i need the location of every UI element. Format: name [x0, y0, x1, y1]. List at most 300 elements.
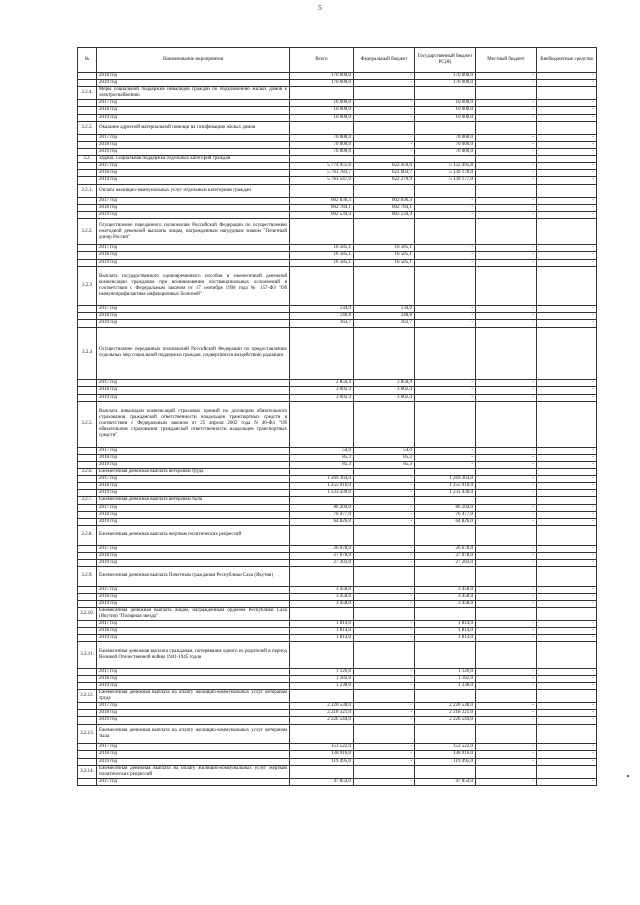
state-value: 2 226 544,0	[415, 717, 476, 724]
state-value: 2 220 538,0	[415, 703, 476, 710]
number-cell	[78, 683, 97, 690]
measure-title: Ежемесячная денежная выплата жертвам политических репрессий	[97, 525, 290, 545]
empty-cell	[415, 566, 476, 586]
total-value: 27 203,0	[290, 559, 354, 566]
measure-row	[78, 87, 597, 100]
number-cell	[78, 717, 97, 724]
measure-number: 3.2.3	[78, 266, 97, 306]
empty-cell	[537, 525, 597, 545]
local-value: -	[476, 107, 537, 114]
number-cell	[78, 380, 97, 387]
extra-value: -	[537, 778, 597, 785]
year-row	[78, 320, 597, 327]
total-value: 1 238,0	[290, 683, 354, 690]
header-local: Местный бюджет	[476, 48, 537, 73]
extra-value: -	[537, 100, 597, 107]
federal-value: -	[354, 490, 415, 497]
state-value: 5 139 177,0	[415, 177, 476, 184]
total-value: 3 002,4	[290, 394, 354, 401]
year-label: 2019 год	[97, 211, 290, 218]
measure-row	[78, 469, 597, 476]
total-value: 10 000,0	[290, 100, 354, 107]
empty-cell	[354, 87, 415, 100]
number-cell	[78, 259, 97, 266]
number-cell	[78, 320, 97, 327]
local-value: -	[476, 73, 537, 80]
year-row	[78, 163, 597, 170]
number-cell	[78, 134, 97, 141]
state-value: 3 458,0	[415, 600, 476, 607]
empty-cell	[354, 469, 415, 476]
year-row	[78, 447, 597, 454]
year-row	[78, 552, 597, 559]
year-label: 2017 год	[97, 245, 290, 252]
year-row	[78, 306, 597, 313]
year-label: 2017 год	[97, 476, 290, 483]
state-value: -	[415, 394, 476, 401]
year-label: 2019 год	[97, 635, 290, 642]
extra-value: -	[537, 586, 597, 593]
local-value: -	[476, 306, 537, 313]
local-value: -	[476, 600, 537, 607]
measure-number: 3.2.7.	[78, 497, 97, 504]
empty-cell	[415, 724, 476, 744]
measure-row	[78, 218, 597, 244]
number-cell	[78, 306, 97, 313]
extra-value: -	[537, 259, 597, 266]
extra-value: -	[537, 668, 597, 675]
year-label: 2017 год	[97, 703, 290, 710]
empty-cell	[415, 765, 476, 778]
measure-row	[78, 497, 597, 504]
state-value: 2 218 321,0	[415, 710, 476, 717]
year-label: 2018 год	[97, 387, 290, 394]
extra-value: -	[537, 744, 597, 751]
year-row	[78, 600, 597, 607]
empty-cell	[290, 156, 354, 163]
state-value: 1 233 430,0	[415, 490, 476, 497]
year-row	[78, 197, 597, 204]
empty-cell	[290, 218, 354, 244]
state-value: -	[415, 320, 476, 327]
local-value: -	[476, 380, 537, 387]
local-value: -	[476, 545, 537, 552]
number-cell	[78, 211, 97, 218]
year-label: 2019 год	[97, 717, 290, 724]
empty-cell	[537, 327, 597, 380]
federal-value: 622 270,9	[354, 177, 415, 184]
measure-title: Меры социальной поддержки инвалидов граждан по подключению жилых домов к электроснабжению	[97, 87, 290, 100]
measure-row	[78, 401, 597, 447]
year-label: 2018 год	[97, 313, 290, 320]
state-value: 1 255 916,0	[415, 483, 476, 490]
local-value: -	[476, 552, 537, 559]
local-value: -	[476, 259, 537, 266]
year-row	[78, 252, 597, 259]
empty-cell	[537, 765, 597, 778]
extra-value: -	[537, 593, 597, 600]
measure-row	[78, 184, 597, 197]
federal-value: -	[354, 586, 415, 593]
empty-cell	[415, 266, 476, 306]
year-label: 2019 год	[97, 114, 290, 121]
number-cell	[78, 504, 97, 511]
total-value: 170 000,0	[290, 80, 354, 87]
measure-number: 3.2.5.	[78, 121, 97, 134]
state-value: -	[415, 259, 476, 266]
empty-cell	[476, 266, 537, 306]
extra-value: -	[537, 518, 597, 525]
number-cell	[78, 313, 97, 320]
total-value: 602 534,4	[290, 211, 354, 218]
year-row	[78, 518, 597, 525]
year-row	[78, 107, 597, 114]
total-value: 3 458,0	[290, 600, 354, 607]
empty-cell	[476, 121, 537, 134]
local-value: -	[476, 454, 537, 461]
federal-value: 602 784,1	[354, 204, 415, 211]
year-label: 2019 год	[97, 394, 290, 401]
local-value: -	[476, 80, 537, 87]
empty-cell	[415, 87, 476, 100]
extra-value: -	[537, 134, 597, 141]
total-value: 86 204,0	[290, 504, 354, 511]
state-value: 10 000,0	[415, 100, 476, 107]
header-federal: Федеральный бюджет	[354, 48, 415, 73]
federal-value: -	[354, 621, 415, 628]
year-label: 2018 год	[97, 593, 290, 600]
empty-cell	[537, 87, 597, 100]
measure-title: Ежемесячная денежная выплата ветеранам труда	[97, 469, 290, 476]
empty-cell	[476, 525, 537, 545]
number-cell	[78, 675, 97, 682]
local-value: -	[476, 387, 537, 394]
measure-number: 3.2.9.	[78, 566, 97, 586]
measure-title: Выплата инвалидам компенсаций страховых премий по договорам обязательного страхования гражданской ответственности владельцев транспортных средств в соответствии с Федеральным законом от 25 апреля 2002 года N 40-ФЗ "Об обязательном страховании гражданской ответственности владельцев транспортных средств"	[97, 401, 290, 447]
year-row	[78, 593, 597, 600]
federal-value: 16 585,1	[354, 259, 415, 266]
empty-cell	[537, 690, 597, 703]
empty-cell	[415, 156, 476, 163]
measure-title: Ежемесячная денежная выплата на оплату жилищно-коммунальных услуг ветеранам труда	[97, 690, 290, 703]
empty-cell	[354, 525, 415, 545]
measure-title: Осуществление переданных полномочий Российской Федерации по предоставлению отдельных мер социальной поддержки граждан, подвергшихся воздействию радиации	[97, 327, 290, 380]
empty-cell	[354, 184, 415, 197]
empty-cell	[354, 566, 415, 586]
year-row	[78, 149, 597, 156]
federal-value: -	[354, 751, 415, 758]
empty-cell	[415, 469, 476, 476]
table-body	[78, 73, 597, 786]
empty-cell	[290, 327, 354, 380]
year-label: 2017 год	[97, 134, 290, 141]
extra-value: -	[537, 114, 597, 121]
year-label: 2018 год	[97, 170, 290, 177]
measure-row	[78, 121, 597, 134]
measure-row	[78, 642, 597, 668]
federal-value: 602 534,4	[354, 211, 415, 218]
year-label: 2017 год	[97, 504, 290, 511]
year-label: 2019 год	[97, 559, 290, 566]
local-value: -	[476, 511, 537, 518]
year-row	[78, 668, 597, 675]
year-label: 2017 год	[97, 545, 290, 552]
total-value: 5 761 783,7	[290, 170, 354, 177]
state-value: 1 814,0	[415, 621, 476, 628]
empty-cell	[354, 121, 415, 134]
measure-number: 3.2.6.	[78, 469, 97, 476]
local-value: -	[476, 628, 537, 635]
total-value: 1 182,0	[290, 675, 354, 682]
number-cell	[78, 621, 97, 628]
local-value: -	[476, 134, 537, 141]
number-cell	[78, 447, 97, 454]
empty-cell	[290, 607, 354, 620]
year-label: 2019 год	[97, 758, 290, 765]
state-value: 170 000,0	[415, 73, 476, 80]
header-name: Наименование мероприятия	[97, 48, 290, 73]
empty-cell	[476, 765, 537, 778]
empty-cell	[290, 401, 354, 447]
empty-cell	[476, 497, 537, 504]
total-value: 119 495,0	[290, 758, 354, 765]
year-label: 2017 год	[97, 100, 290, 107]
number-cell	[78, 758, 97, 765]
total-value: 148,8	[290, 313, 354, 320]
year-row	[78, 259, 597, 266]
federal-value: -	[354, 80, 415, 87]
number-cell	[78, 170, 97, 177]
number-cell	[78, 635, 97, 642]
year-label: 2019 год	[97, 259, 290, 266]
federal-value: -	[354, 141, 415, 148]
empty-cell	[354, 266, 415, 306]
number-cell	[78, 141, 97, 148]
state-value: 1 814,0	[415, 628, 476, 635]
year-row	[78, 490, 597, 497]
state-value: 27 203,0	[415, 559, 476, 566]
local-value: -	[476, 593, 537, 600]
local-value: -	[476, 668, 537, 675]
year-row	[78, 744, 597, 751]
empty-cell	[476, 218, 537, 244]
empty-cell	[290, 121, 354, 134]
year-label: 2018 год	[97, 511, 290, 518]
empty-cell	[537, 184, 597, 197]
extra-value: -	[537, 717, 597, 724]
year-label: 2018 год	[97, 483, 290, 490]
federal-value: -	[354, 710, 415, 717]
number-cell	[78, 252, 97, 259]
empty-cell	[537, 266, 597, 306]
year-label: 2018 год	[97, 675, 290, 682]
empty-cell	[354, 765, 415, 778]
federal-value: -	[354, 518, 415, 525]
empty-cell	[354, 724, 415, 744]
year-row	[78, 628, 597, 635]
federal-value: -	[354, 635, 415, 642]
year-label: 2017 год	[97, 621, 290, 628]
measure-number: 3.2.13.	[78, 724, 97, 744]
number-cell	[78, 545, 97, 552]
total-value: 2 850,4	[290, 380, 354, 387]
federal-value: -	[354, 100, 415, 107]
extra-value: -	[537, 320, 597, 327]
empty-cell	[537, 566, 597, 586]
total-value: 1 255 916,0	[290, 483, 354, 490]
state-value: 1 814,0	[415, 635, 476, 642]
state-value: 5 152 495,8	[415, 163, 476, 170]
empty-cell	[354, 497, 415, 504]
state-value: 5 139 178,0	[415, 170, 476, 177]
state-value: 1 269 364,0	[415, 476, 476, 483]
number-cell	[78, 593, 97, 600]
number-cell	[78, 454, 97, 461]
measure-title: Задача: Социальная поддержка отдельных категорий граждан	[97, 156, 290, 163]
number-cell	[78, 710, 97, 717]
extra-value: -	[537, 387, 597, 394]
empty-cell	[476, 690, 537, 703]
measure-title: Ежемесячная денежная выплата лицам, награжденным орденом Республики Саха (Якутия) "Полярная звезда"	[97, 607, 290, 620]
federal-value: 54,0	[354, 447, 415, 454]
total-value: 16 585,1	[290, 245, 354, 252]
local-value: -	[476, 476, 537, 483]
local-value: -	[476, 621, 537, 628]
federal-value: -	[354, 593, 415, 600]
extra-value: -	[537, 600, 597, 607]
extra-value: -	[537, 628, 597, 635]
state-value: 119 495,0	[415, 758, 476, 765]
number-cell	[78, 149, 97, 156]
federal-value: 622 603,7	[354, 170, 415, 177]
total-value: 76 477,0	[290, 511, 354, 518]
extra-value: -	[537, 204, 597, 211]
local-value: -	[476, 245, 537, 252]
number-cell	[78, 197, 97, 204]
state-value: 3 458,0	[415, 593, 476, 600]
local-value: -	[476, 197, 537, 204]
total-value: 1 814,0	[290, 635, 354, 642]
local-value: -	[476, 751, 537, 758]
local-value: -	[476, 483, 537, 490]
extra-value: -	[537, 545, 597, 552]
empty-cell	[476, 724, 537, 744]
local-value: -	[476, 114, 537, 121]
empty-cell	[354, 218, 415, 244]
empty-cell	[415, 690, 476, 703]
empty-cell	[415, 525, 476, 545]
measure-number: 3.2.10.	[78, 607, 97, 620]
total-value: 16 585,1	[290, 252, 354, 259]
number-cell	[78, 114, 97, 121]
extra-value: -	[537, 552, 597, 559]
federal-value: -	[354, 149, 415, 156]
local-value: -	[476, 710, 537, 717]
number-cell	[78, 559, 97, 566]
local-value: -	[476, 141, 537, 148]
year-row	[78, 73, 597, 80]
number-cell	[78, 703, 97, 710]
year-label: 2017 год	[97, 163, 290, 170]
total-value: 10 000,0	[290, 114, 354, 121]
extra-value: -	[537, 80, 597, 87]
total-value: 2 220 538,0	[290, 703, 354, 710]
empty-cell	[476, 566, 537, 586]
year-row	[78, 511, 597, 518]
year-label: 2019 год	[97, 490, 290, 497]
number-cell	[78, 586, 97, 593]
header-total: Всего	[290, 48, 354, 73]
extra-value: -	[537, 751, 597, 758]
total-value: 3 458,0	[290, 593, 354, 600]
measure-row	[78, 607, 597, 620]
year-row	[78, 778, 597, 785]
year-label: 2017 год	[97, 778, 290, 785]
state-value: -	[415, 313, 476, 320]
total-value: 10 000,0	[290, 107, 354, 114]
number-cell	[78, 394, 97, 401]
measure-title: Ежемесячная денежная выплата на оплату жилищно-коммунальных услуг жертвам политических репрессий	[97, 765, 290, 778]
measure-number: 3.2.14.	[78, 765, 97, 778]
empty-cell	[354, 607, 415, 620]
local-value: -	[476, 211, 537, 218]
year-label: 2018 год	[97, 107, 290, 114]
measure-number: 3.2.2.	[78, 218, 97, 244]
federal-value: -	[354, 744, 415, 751]
empty-cell	[290, 642, 354, 668]
local-value: -	[476, 490, 537, 497]
number-cell	[78, 518, 97, 525]
measure-title: Оказание адресной материальной помощи на газификацию жилых домов	[97, 121, 290, 134]
extra-value: -	[537, 107, 597, 114]
number-cell	[78, 628, 97, 635]
empty-cell	[415, 642, 476, 668]
total-value: 3 002,4	[290, 387, 354, 394]
empty-cell	[476, 607, 537, 620]
empty-cell	[476, 327, 537, 380]
state-value: -	[415, 454, 476, 461]
year-label: 2019 год	[97, 518, 290, 525]
year-label: 2017 год	[97, 744, 290, 751]
extra-value: -	[537, 197, 597, 204]
total-value: 70 000,0	[290, 141, 354, 148]
empty-cell	[415, 218, 476, 244]
total-value: 1 814,0	[290, 628, 354, 635]
measure-title: Ежемесячная денежная выплата ветеранам тыла	[97, 497, 290, 504]
local-value: -	[476, 778, 537, 785]
local-value: -	[476, 744, 537, 751]
measure-row	[78, 690, 597, 703]
total-value: 5 774 955,6	[290, 163, 354, 170]
year-row	[78, 211, 597, 218]
extra-value: -	[537, 490, 597, 497]
year-label: 2018 год	[97, 710, 290, 717]
total-value: 153 522,0	[290, 744, 354, 751]
year-row	[78, 758, 597, 765]
number-cell	[78, 177, 97, 184]
extra-value: -	[537, 380, 597, 387]
extra-value: -	[537, 710, 597, 717]
state-value: -	[415, 211, 476, 218]
state-value: 70 000,0	[415, 149, 476, 156]
year-label: 2017 год	[97, 380, 290, 387]
year-row	[78, 675, 597, 682]
federal-value: 2 850,4	[354, 380, 415, 387]
year-label: 2017 год	[97, 586, 290, 593]
number-cell	[78, 476, 97, 483]
measure-number: 3.2.11.	[78, 642, 97, 668]
measure-title: Ежемесячная денежная выплата Почетным гражданам Республики Саха (Якутия)	[97, 566, 290, 586]
